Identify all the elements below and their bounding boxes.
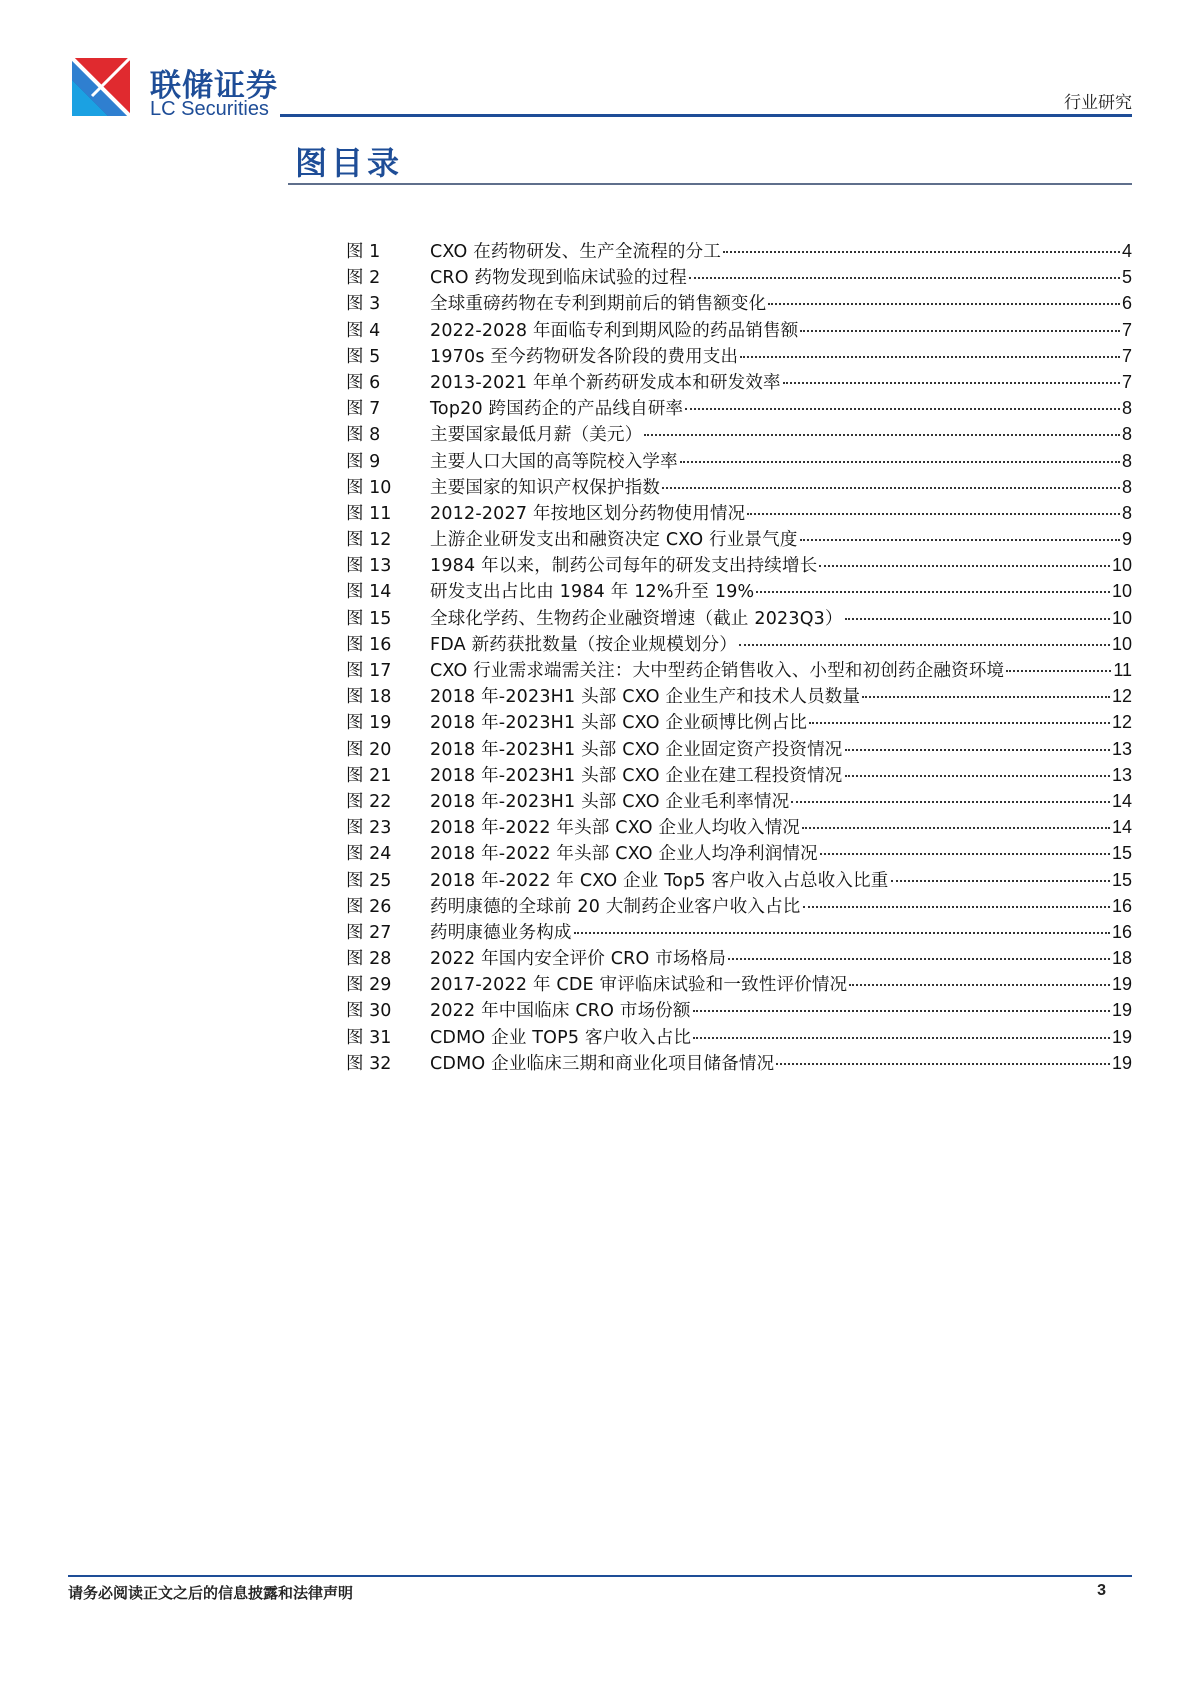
toc-entry[interactable]	[346, 867, 1132, 893]
toc-dot-leader	[574, 932, 1110, 934]
toc-entry-page: 8	[1121, 424, 1132, 445]
toc-dot-leader	[802, 827, 1110, 829]
toc-dot-leader	[800, 330, 1120, 332]
toc-entry-number: 图 7	[346, 399, 381, 420]
toc-dot-leader	[693, 1037, 1110, 1039]
toc-entry-number: 图 6	[346, 372, 381, 393]
toc-entry-title: 1984 年以来，制药公司每年的研发支出持续增长	[430, 556, 818, 577]
toc-entry-title: 研发支出占比由 1984 年 12%升至 19%	[430, 582, 755, 603]
toc-entry-page: 19	[1111, 1000, 1132, 1021]
toc-entry[interactable]	[346, 631, 1132, 657]
toc-entry[interactable]	[346, 238, 1132, 264]
toc-dot-leader	[685, 408, 1120, 410]
toc-entry-title: 1970s 至今药物研发各阶段的费用支出	[430, 346, 739, 367]
toc-entry-number: 图 13	[346, 556, 392, 577]
toc-entry-title: 主要国家最低月薪（美元）	[430, 425, 643, 446]
toc-entry-title: 全球化学药、生物药企业融资增速（截止 2023Q3）	[430, 608, 843, 629]
toc-entry-title: CXO 在药物研发、生产全流程的分工	[430, 242, 722, 262]
toc-entry-page: 15	[1111, 843, 1132, 864]
toc-entry[interactable]	[346, 945, 1132, 971]
toc-entry[interactable]	[346, 893, 1132, 919]
toc-entry-page: 7	[1121, 371, 1132, 392]
toc-entry-number: 图 26	[346, 896, 392, 917]
report-category: 行业研究	[1064, 93, 1132, 113]
toc-dot-leader	[662, 487, 1120, 489]
toc-dot-leader	[693, 1010, 1110, 1012]
toc-entry[interactable]	[346, 290, 1132, 316]
toc-entry-page: 5	[1121, 267, 1132, 288]
toc-entry-number: 图 3	[346, 294, 381, 315]
toc-entry-title: 药明康德业务构成	[430, 922, 572, 943]
toc-entry[interactable]	[346, 814, 1132, 840]
toc-entry-page: 7	[1121, 345, 1132, 366]
toc-entry-title: 2018 年-2023H1 头部 CXO 企业硕博比例占比	[430, 713, 808, 734]
toc-entry-number: 图 28	[346, 949, 392, 970]
lc-securities-logo-icon	[72, 58, 130, 116]
toc-entry-number: 图 9	[346, 451, 381, 472]
toc-entry[interactable]	[346, 526, 1132, 552]
toc-dot-leader	[800, 539, 1120, 541]
toc-dot-leader	[820, 853, 1110, 855]
footer-divider	[68, 1575, 1132, 1577]
toc-entry[interactable]	[346, 369, 1132, 395]
toc-entry-title: 2018 年-2022 年 CXO 企业 Top5 客户收入占总收入比重	[430, 870, 889, 891]
toc-entry-page: 8	[1121, 450, 1132, 471]
toc-entry-title: 2018 年-2023H1 头部 CXO 企业毛利率情况	[430, 791, 790, 812]
toc-entry-title: 2018 年-2023H1 头部 CXO 企业生产和技术人员数量	[430, 687, 861, 708]
toc-entry-number: 图 4	[346, 320, 381, 341]
toc-dot-leader	[739, 644, 1110, 646]
toc-entry[interactable]	[346, 657, 1132, 683]
toc-entry-title: 药明康德的全球前 20 大制药企业客户收入占比	[430, 896, 801, 917]
toc-entry-page: 12	[1111, 686, 1132, 707]
toc-entry-page: 10	[1111, 633, 1132, 654]
figure-table-of-contents	[346, 238, 1132, 1076]
toc-entry-page: 14	[1111, 817, 1132, 838]
toc-entry-title: CRO 药物发现到临床试验的过程	[430, 268, 687, 289]
toc-entry-title: FDA 新药获批数量（按企业规模划分）	[430, 634, 738, 655]
toc-entry[interactable]	[346, 317, 1132, 343]
toc-entry-number: 图 27	[346, 922, 392, 943]
toc-entry[interactable]	[346, 500, 1132, 526]
toc-entry-number: 图 11	[346, 503, 392, 524]
toc-entry-title: 2018 年-2022 年头部 CXO 企业人均净利润情况	[430, 844, 818, 865]
toc-entry[interactable]	[346, 971, 1132, 997]
toc-entry[interactable]	[346, 683, 1132, 709]
toc-entry[interactable]	[346, 840, 1132, 866]
toc-dot-leader	[1006, 670, 1111, 672]
toc-entry-number: 图 15	[346, 608, 392, 629]
toc-title: 图目录	[295, 144, 404, 182]
toc-entry-title: 2022 年国内安全评价 CRO 市场格局	[430, 949, 727, 970]
toc-entry-page: 13	[1111, 738, 1132, 759]
toc-dot-leader	[776, 1063, 1110, 1065]
toc-entry-number: 图 30	[346, 1001, 392, 1022]
toc-entry-page: 10	[1111, 581, 1132, 602]
toc-entry-number: 图 1	[346, 242, 381, 262]
toc-entry-number: 图 32	[346, 1053, 392, 1074]
toc-entry[interactable]	[346, 736, 1132, 762]
toc-entry-number: 图 31	[346, 1027, 392, 1048]
toc-entry-number: 图 18	[346, 687, 392, 708]
toc-entry[interactable]	[346, 421, 1132, 447]
logo-name-en: LC Securities	[150, 98, 269, 120]
toc-entry-title: CDMO 企业 TOP5 客户收入占比	[430, 1027, 692, 1048]
toc-entry-page: 10	[1111, 555, 1132, 576]
title-divider	[288, 183, 1132, 185]
toc-entry[interactable]	[346, 919, 1132, 945]
toc-dot-leader	[644, 434, 1120, 436]
toc-dot-leader	[845, 775, 1110, 777]
toc-entry-page: 14	[1111, 790, 1132, 811]
toc-entry-number: 图 14	[346, 582, 392, 603]
toc-entry-page: 8	[1121, 398, 1132, 419]
toc-entry[interactable]	[346, 1050, 1132, 1076]
toc-entry[interactable]	[346, 605, 1132, 631]
toc-entry-number: 图 12	[346, 530, 392, 551]
toc-entry-page: 4	[1121, 241, 1132, 261]
toc-entry-title: 全球重磅药物在专利到期前后的销售额变化	[430, 294, 767, 315]
toc-entry-page: 16	[1111, 895, 1132, 916]
toc-entry-page: 11	[1113, 660, 1132, 680]
toc-dot-leader	[845, 749, 1110, 751]
page-header	[0, 0, 1200, 125]
toc-dot-leader	[747, 513, 1120, 515]
toc-entry-page: 19	[1111, 1052, 1132, 1073]
toc-entry[interactable]	[346, 788, 1132, 814]
toc-entry[interactable]	[346, 762, 1132, 788]
toc-dot-leader	[845, 618, 1110, 620]
toc-dot-leader	[768, 303, 1120, 305]
toc-entry[interactable]	[346, 709, 1132, 735]
toc-dot-leader	[849, 984, 1110, 986]
toc-entry-title: 2012-2027 年按地区划分药物使用情况	[430, 503, 746, 524]
toc-dot-leader	[809, 722, 1110, 724]
toc-entry-page: 12	[1111, 712, 1132, 733]
logo-name-cn: 联储证券	[150, 68, 278, 104]
toc-entry-title: 主要人口大国的高等院校入学率	[430, 451, 678, 472]
toc-entry-number: 图 2	[346, 268, 381, 289]
toc-entry-page: 8	[1121, 502, 1132, 523]
toc-entry-title: 上游企业研发支出和融资决定 CXO 行业景气度	[430, 530, 798, 551]
toc-entry[interactable]	[346, 1024, 1132, 1050]
toc-entry-title: 2018 年-2023H1 头部 CXO 企业在建工程投资情况	[430, 765, 843, 786]
toc-entry-page: 18	[1111, 948, 1132, 969]
toc-entry-number: 图 17	[346, 661, 392, 681]
toc-entry-title: 2017-2022 年 CDE 审评临床试验和一致性评价情况	[430, 975, 848, 996]
header-divider	[280, 114, 1132, 117]
toc-entry-number: 图 23	[346, 818, 392, 839]
toc-entry[interactable]	[346, 448, 1132, 474]
toc-dot-leader	[680, 461, 1120, 463]
toc-entry[interactable]	[346, 997, 1132, 1023]
toc-dot-leader	[819, 565, 1110, 567]
page-number: 3	[1097, 1582, 1106, 1599]
toc-entry-title: Top20 跨国药企的产品线自研率	[430, 399, 684, 420]
toc-dot-leader	[803, 906, 1110, 908]
toc-entry-page: 13	[1111, 764, 1132, 785]
toc-entry[interactable]	[346, 474, 1132, 500]
toc-entry-title: CDMO 企业临床三期和商业化项目储备情况	[430, 1053, 775, 1074]
toc-entry-title: 2018 年-2023H1 头部 CXO 企业固定资产投资情况	[430, 739, 843, 760]
toc-entry-number: 图 21	[346, 765, 392, 786]
toc-entry-page: 8	[1121, 476, 1132, 497]
toc-entry-title: 主要国家的知识产权保护指数	[430, 477, 661, 498]
toc-entry-number: 图 8	[346, 425, 381, 446]
toc-entry-number: 图 25	[346, 870, 392, 891]
toc-entry-number: 图 16	[346, 634, 392, 655]
toc-entry-title: 2022-2028 年面临专利到期风险的药品销售额	[430, 320, 799, 341]
toc-entry-title: 2013-2021 年单个新药研发成本和研发效率	[430, 372, 781, 393]
toc-entry-title: 2018 年-2022 年头部 CXO 企业人均收入情况	[430, 818, 801, 839]
toc-entry-number: 图 24	[346, 844, 392, 865]
toc-entry[interactable]	[346, 343, 1132, 369]
toc-dot-leader	[891, 880, 1110, 882]
toc-entry-number: 图 22	[346, 791, 392, 812]
toc-dot-leader	[723, 251, 1120, 253]
toc-entry-page: 6	[1121, 293, 1132, 314]
toc-entry[interactable]	[346, 578, 1132, 604]
toc-entry[interactable]	[346, 395, 1132, 421]
toc-entry-number: 图 29	[346, 975, 392, 996]
toc-entry-page: 15	[1111, 869, 1132, 890]
toc-entry-number: 图 5	[346, 346, 381, 367]
toc-dot-leader	[791, 801, 1110, 803]
toc-dot-leader	[740, 356, 1120, 358]
toc-entry[interactable]	[346, 264, 1132, 290]
toc-entry-page: 10	[1111, 607, 1132, 628]
toc-entry-number: 图 10	[346, 477, 392, 498]
toc-dot-leader	[689, 277, 1120, 279]
toc-dot-leader	[756, 591, 1110, 593]
toc-entry-page: 9	[1121, 529, 1132, 550]
toc-entry-title: CXO 行业需求端需关注：大中型药企销售收入、小型和初创药企融资环境	[430, 661, 1005, 681]
toc-entry-number: 图 19	[346, 713, 392, 734]
footer-disclaimer: 请务必阅读正文之后的信息披露和法律声明	[68, 1584, 354, 1602]
toc-entry[interactable]	[346, 552, 1132, 578]
toc-entry-page: 16	[1111, 921, 1132, 942]
toc-dot-leader	[862, 696, 1110, 698]
toc-entry-number: 图 20	[346, 739, 392, 760]
toc-entry-page: 19	[1111, 974, 1132, 995]
toc-entry-page: 7	[1121, 319, 1132, 340]
toc-entry-page: 19	[1111, 1026, 1132, 1047]
toc-entry-title: 2022 年中国临床 CRO 市场份额	[430, 1001, 691, 1022]
toc-dot-leader	[728, 958, 1110, 960]
toc-dot-leader	[783, 382, 1120, 384]
